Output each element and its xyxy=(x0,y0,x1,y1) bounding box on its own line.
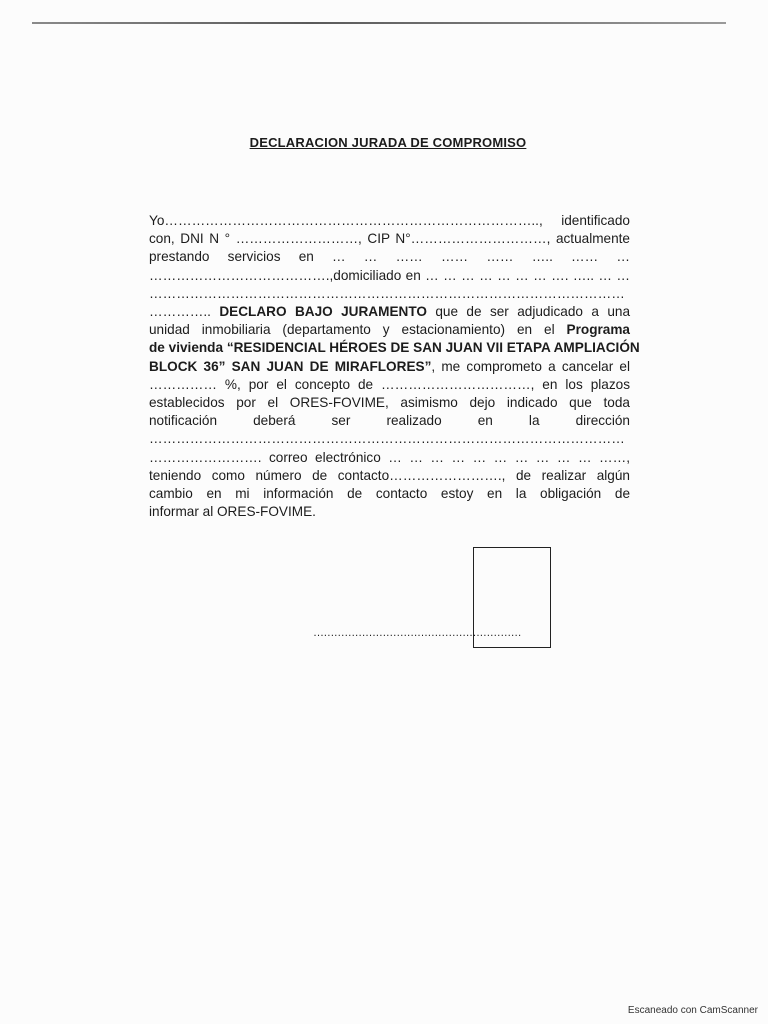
declaration-body xyxy=(149,212,640,521)
vivienda-line xyxy=(149,339,640,357)
block-bold-text: BLOCK 36” SAN JUAN DE MIRAFLORES” xyxy=(149,358,432,374)
fingerprint-box xyxy=(473,547,551,648)
body-line: cambio en mi información de contacto estoy en la obligación de xyxy=(149,486,630,502)
programa-bold-text: Programa xyxy=(566,322,630,338)
body-line: …………………………………………………………………………………………… xyxy=(149,431,625,447)
block-rest-text: , me comprometo a cancelar el xyxy=(431,358,630,374)
unidad-text: unidad inmobiliaria (departamento y estacionamiento) en el xyxy=(149,322,555,338)
body-line: teniendo como número de contacto……………………., de realizar algún xyxy=(149,467,630,483)
declaro-bold-text: DECLARO BAJO JURAMENTO xyxy=(219,304,427,320)
vivienda-bold-text: de vivienda “RESIDENCIAL HÉROES DE SAN JUAN VII ETAPA AMPLIACIÓN xyxy=(149,340,640,356)
body-line: prestando servicios en … … …… …… …… ….. …… … xyxy=(149,249,630,265)
body-line: Yo……………………………………………………………………….., identificado xyxy=(149,213,630,228)
document-title: DECLARACION JURADA DE COMPROMISO xyxy=(249,135,527,150)
declaro-lead: ………….. xyxy=(149,304,211,320)
unidad-line xyxy=(149,321,630,339)
declaro-line xyxy=(149,303,630,321)
block-line xyxy=(149,358,630,376)
body-line: …………… %, por el concepto de ……………………………, en los plazos xyxy=(149,376,630,392)
body-line: notificación deberá ser realizado en la dirección xyxy=(149,413,630,429)
body-line: ……………………. correo electrónico … … … … … … … … … … ……, xyxy=(149,449,630,465)
signature-line: …………………………………………………… xyxy=(313,627,522,639)
body-line: ………………………………….,domiciliado en … … … … … … … …. ….. … … xyxy=(149,267,630,283)
declaro-rest: que de ser adjudicado a una xyxy=(426,304,631,320)
body-line: …………………………………………………………………………………………… xyxy=(149,285,625,301)
top-border-line xyxy=(32,22,726,24)
body-line: establecidos por el ORES-FOVIME, asimismo dejo indicado que toda xyxy=(149,395,630,411)
body-line: informar al ORES-FOVIME. xyxy=(149,504,316,520)
body-line: con, DNI N ° ………………………, CIP N°…………………………, actualmente xyxy=(149,231,630,247)
scanner-watermark: Escaneado con CamScanner xyxy=(627,1005,758,1016)
